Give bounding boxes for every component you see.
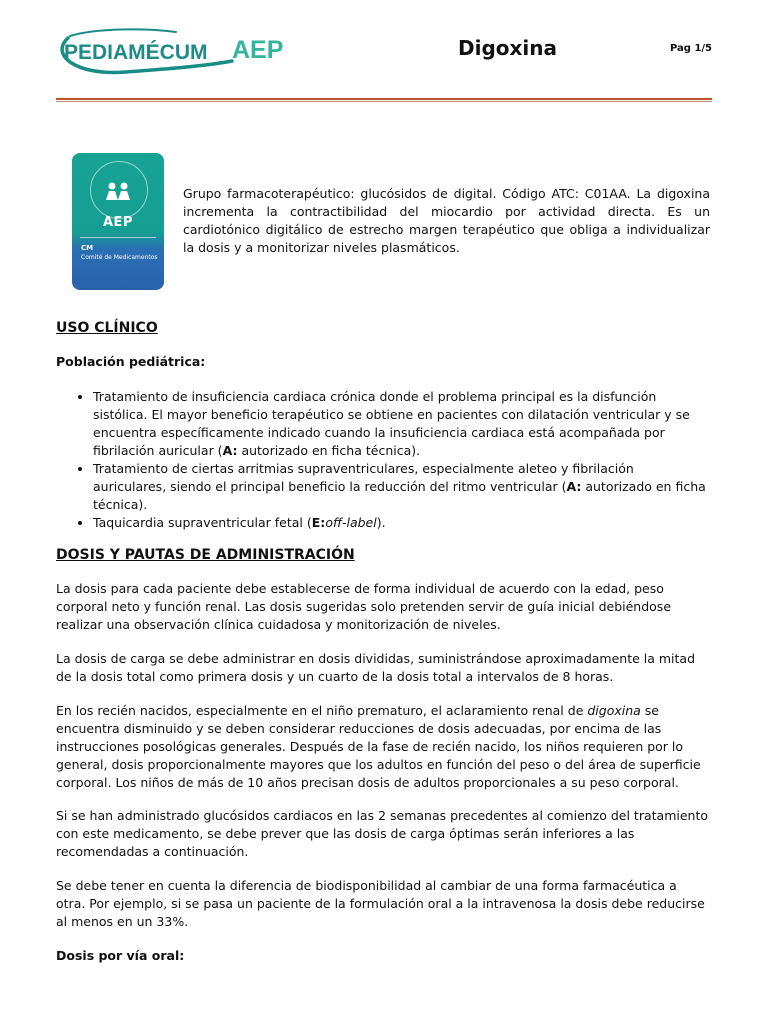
list-item xyxy=(93,460,710,514)
item-italic: off-label xyxy=(325,515,377,530)
header-rule xyxy=(56,98,712,100)
pediamecum-logo-mark xyxy=(56,26,306,80)
logo-aep: AEP xyxy=(232,36,284,64)
item-bold: E: xyxy=(311,515,326,530)
indications-list xyxy=(56,388,710,532)
page-number: Pag 1/5 xyxy=(670,43,713,54)
dosis-paragraph-2: La dosis de carga se debe administrar en dosis divididas, suministrándose aproximadamente la mitad de la dosis total como primera dosis y un cuarto de la dosis total a intervalos de 8 horas. xyxy=(56,651,696,684)
subheading-poblacion: Población pediátrica: xyxy=(56,354,206,369)
p3-italic: digoxina xyxy=(587,703,641,718)
dosis-paragraph-3 xyxy=(56,702,710,792)
dosis-paragraph-5: Se debe tener en cuenta la diferencia de biodisponibilidad al cambiar de una forma farmacéutica a otra. Por ejemplo, si se pasa un paciente de la formulación oral a la intravenosa la dosis debe reducirse al menos en un 33%. xyxy=(56,878,705,929)
item-bold: A: xyxy=(566,479,582,494)
intro-paragraph: Grupo farmacoterapéutico: glucósidos de digital. Código ATC: C01AA. La digoxina incrementa la contractibilidad del miocardio por actividad directa. Es un cardiotónico digitálico de estrecho margen terapéutico que obliga a individualizar la dosis y a monitorizar niveles plasmáticos. xyxy=(183,186,710,255)
p3-text-a: En los recién nacidos, especialmente en el niño prematuro, el aclaramiento renal de xyxy=(56,703,588,718)
item-rest: autorizado en ficha técnica). xyxy=(237,443,421,458)
pediamecum-logo xyxy=(56,26,306,80)
section-heading-uso-clinico: USO CLÍNICO xyxy=(56,320,158,336)
p3-text-b: se encuentra disminuido y se deben considerar reducciones de dosis adecuadas, por encima de las instrucciones posológicas generales. Después de la fase de recién nacido, los niños requieren por lo general, dosis proporcionalmente mayores que los adultos en función del peso o del área de superficie corporal. Los niños de más de 10 años precisan dosis de adultos proporcionales a su peso corporal. xyxy=(56,703,701,790)
children-icon xyxy=(105,181,131,201)
aep-committee-badge xyxy=(72,153,164,290)
document-title: Digoxina xyxy=(458,36,558,60)
subheading-oral: Dosis por vía oral: xyxy=(56,948,185,963)
dosis-paragraph-4: Si se han administrado glucósidos cardiacos en las 2 semanas precedentes al comienzo del tratamiento con este medicamento, se debe prever que las dosis de carga óptimas serán inferiores a las recomendadas a continuación. xyxy=(56,808,709,859)
list-item xyxy=(93,514,710,532)
item-rest: ). xyxy=(376,515,386,530)
list-item xyxy=(93,388,710,460)
badge-divider xyxy=(80,237,156,238)
item-rest: autorizado en ficha técnica). xyxy=(93,479,706,512)
main-content xyxy=(56,318,710,965)
logo-wordmark: PEDIAMÉCUM xyxy=(64,41,208,64)
header-rule-thin xyxy=(56,101,712,102)
item-text: Tratamiento de ciertas arritmias supraventriculares, especialmente aleteo y fibrilación auriculares, siendo el principal beneficio la reducción del ritmo ventricular ( xyxy=(93,461,634,494)
section-heading-dosis: DOSIS Y PAUTAS DE ADMINISTRACIÓN xyxy=(56,547,355,563)
item-text: Tratamiento de insuficiencia cardiaca crónica donde el problema principal es la disfunción sistólica. El mayor beneficio terapéutico se obtiene en pacientes con dilatación ventricular y se encuentra específicamente indicado cuando la insuficiencia cardiaca está acompañada por fibrilación auricular ( xyxy=(93,389,690,458)
item-bold: A: xyxy=(222,443,238,458)
page-header xyxy=(0,0,768,110)
dosis-paragraph-1: La dosis para cada paciente debe establecerse de forma individual de acuerdo con la edad, peso corporal neto y función renal. Las dosis sugeridas solo pretenden servir de guía inicial debiéndose realizar una observación clínica cuidadosa y monitorización de niveles. xyxy=(56,581,672,632)
badge-aep-text: AEP xyxy=(103,215,133,230)
badge-cm: CM xyxy=(81,244,94,252)
badge-committee: Comité de Medicamentos xyxy=(81,254,158,261)
item-text: Taquicardia supraventricular fetal ( xyxy=(93,515,312,530)
